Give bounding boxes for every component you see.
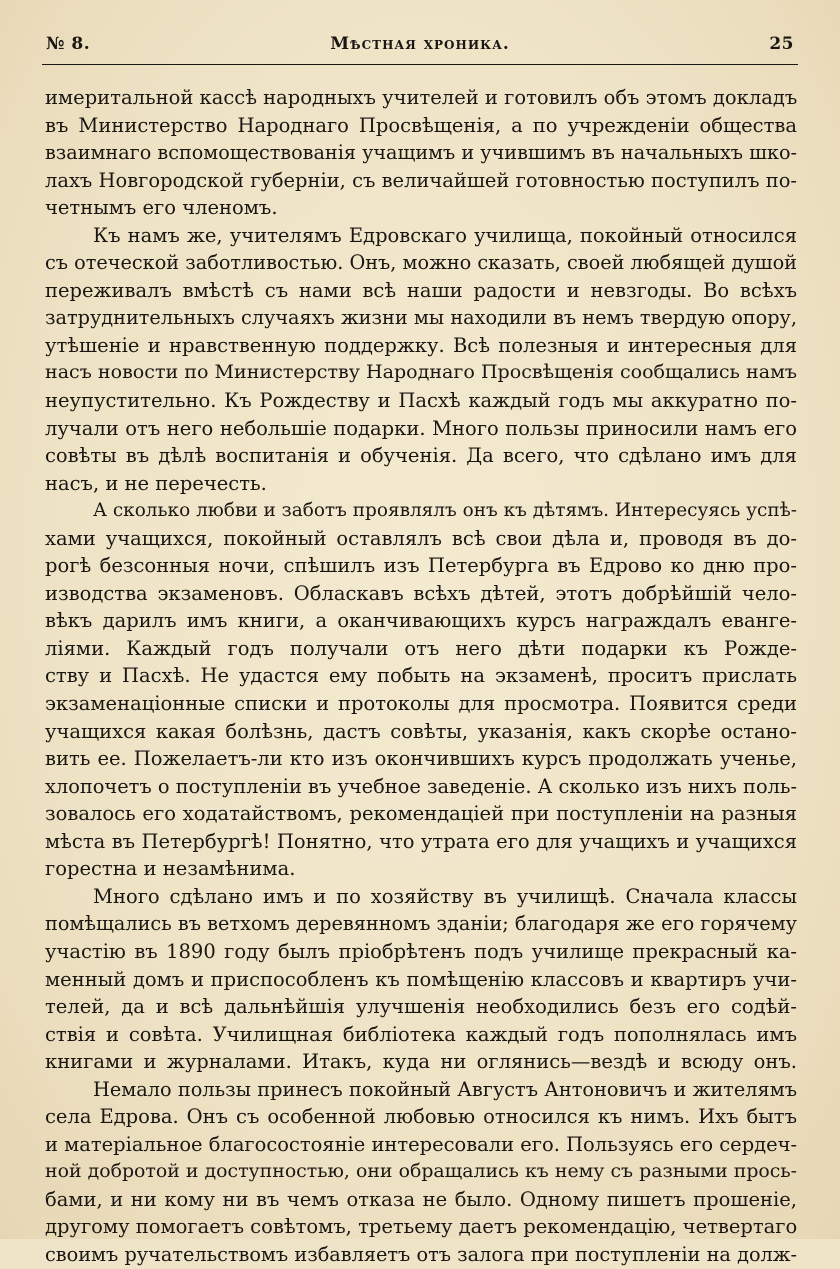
page-number: 25 <box>769 34 794 54</box>
paragraph-line: рогѣ безсонныя ночи, спѣшилъ изъ Петербурга въ Едрово ко дню про- <box>45 554 797 578</box>
paragraph-line: затруднительныхъ случаяхъ жизни мы находили въ немъ твердую опору, <box>45 306 797 330</box>
paragraph-line: лучали отъ него небольшіе подарки. Много пользы приносили намъ его <box>45 416 797 440</box>
paragraph-line: своимъ ручательствомъ избавляетъ отъ залога при поступленіи на долж- <box>45 1242 797 1266</box>
paragraph-line: въ Министерство Народнаго Просвѣщенія, а по учрежденіи общества <box>45 113 797 137</box>
paragraph-line: взаимнаго вспомоществованія учащимъ и учившимъ въ начальныхъ шко- <box>45 141 797 165</box>
paragraph-line: Къ намъ же, учителямъ Едровскаго училища, покойный относился <box>93 223 797 247</box>
paragraph-line: вить ее. Пожелаетъ-ли кто изъ окончившихъ курсъ продолжать ученье, <box>45 747 797 771</box>
paragraph-line: участію въ 1890 году былъ пріобрѣтенъ подъ училище прекрасный ка- <box>45 939 797 963</box>
paragraph-line: насъ, и не перечесть. <box>45 471 267 495</box>
paragraph-line: бами, и ни кому ни въ чемъ отказа не было. Одному пишетъ прошеніе, <box>45 1187 797 1211</box>
paragraph-line: вѣкъ дарилъ имъ книги, а оканчивающихъ курсъ награждалъ еванге- <box>45 609 797 633</box>
paragraph-line: неупустительно. Къ Рождеству и Пасхѣ каждый годъ мы аккуратно по- <box>45 389 797 413</box>
paragraph-line: экзаменаціонные списки и протоколы для просмотра. Появится среди <box>45 692 797 716</box>
paragraph-line: другому помогаетъ совѣтомъ, третьему даетъ рекомендацію, четвертаго <box>45 1215 797 1239</box>
paragraph-line: имеритальной кассѣ народныхъ учителей и готовилъ объ этомъ докладъ <box>45 86 797 109</box>
issue-number: № 8. <box>46 34 91 54</box>
paragraph-line: горестна и незамѣнима. <box>45 857 296 881</box>
paragraph-line: насъ новости по Министерству Народнаго Просвѣщенія сообщались намъ <box>45 361 797 384</box>
paragraph-line: зовалось его ходатайствомъ, рекомендаціей при поступленіи на разныя <box>45 802 797 826</box>
paragraph-line: Много сдѣлано имъ и по хозяйству въ училищѣ. Сначала классы <box>93 884 797 908</box>
paragraph-line: Немало пользы принесъ покойный Августъ Антоновичъ и жителямъ <box>93 1077 797 1101</box>
paragraph-line: хлопочетъ о поступленіи въ учебное заведеніе. А сколько изъ нихъ поль- <box>45 774 797 798</box>
paragraph-line: лахъ Новгородской губерніи, съ величайшей готовностью поступилъ по- <box>45 168 797 192</box>
paragraph-line: мѣста въ Петербургѣ! Понятно, что утрата его для учащихъ и учащихся <box>45 829 797 853</box>
paragraph-line: села Едрова. Онъ съ особенной любовью относился къ нимъ. Ихъ бытъ <box>45 1105 797 1129</box>
header-rule <box>42 64 798 65</box>
paragraph-line: съ отеческой заботливостью. Онъ, можно сказать, своей любящей душой <box>45 251 797 275</box>
paragraph-line: телей, да и всѣ дальнѣйшія улучшенія необходились безъ его содѣй- <box>45 995 797 1019</box>
paragraph-line: изводства экзаменовъ. Обласкавъ всѣхъ дѣтей, этотъ добрѣйшій чело- <box>45 581 797 605</box>
paragraph-line: переживалъ вмѣстѣ съ нами всѣ наши радости и невзгоды. Во всѣхъ <box>45 278 797 302</box>
paragraph-line: ліями. Каждый годъ получали отъ него дѣти подарки къ Рожде- <box>45 636 797 660</box>
paragraph-line: менный домъ и приспособленъ къ помѣщенію классовъ и квартиръ учи- <box>45 967 797 991</box>
section-title: Мѣстная хроника. <box>330 34 510 54</box>
paragraph-line: ной добротой и доступностью, они обращались къ нему съ разными прось- <box>45 1160 797 1183</box>
paragraph-line: ству и Пасхѣ. Не удастся ему побыть на экзаменѣ, проситъ прислать <box>45 664 797 688</box>
paragraph-line: хами учащихся, покойный оставлялъ всѣ свои дѣла и, проводя въ до- <box>45 526 797 550</box>
running-header <box>46 34 794 56</box>
paragraph-line: утѣшеніе и нравственную поддержку. Всѣ полезныя и интересныя для <box>45 333 797 357</box>
article-body <box>45 84 797 1269</box>
paragraph-line: учащихся какая болѣзнь, дастъ совѣты, указанія, какъ скорѣе остано- <box>45 719 797 743</box>
paragraph-line: книгами и журналами. Итакъ, куда ни оглянись—вездѣ и всюду онъ. <box>45 1050 797 1074</box>
paragraph-line: помѣщались въ ветхомъ деревянномъ зданіи; благодаря же его горячему <box>45 912 797 936</box>
paragraph-line: ствія и совѣта. Училищная библіотека каждый годъ пополнялась имъ <box>45 1022 797 1046</box>
paragraph-line: и матеріальное благосостояніе интересовали его. Пользуясь его сердеч- <box>45 1132 797 1156</box>
paragraph-line: четнымъ его членомъ. <box>45 196 278 220</box>
paragraph-line: А сколько любви и заботъ проявлялъ онъ къ дѣтямъ. Интересуясь успѣ- <box>93 500 797 522</box>
paragraph-line: совѣты въ дѣлѣ воспитанія и обученія. Да всего, что сдѣлано имъ для <box>45 444 797 468</box>
